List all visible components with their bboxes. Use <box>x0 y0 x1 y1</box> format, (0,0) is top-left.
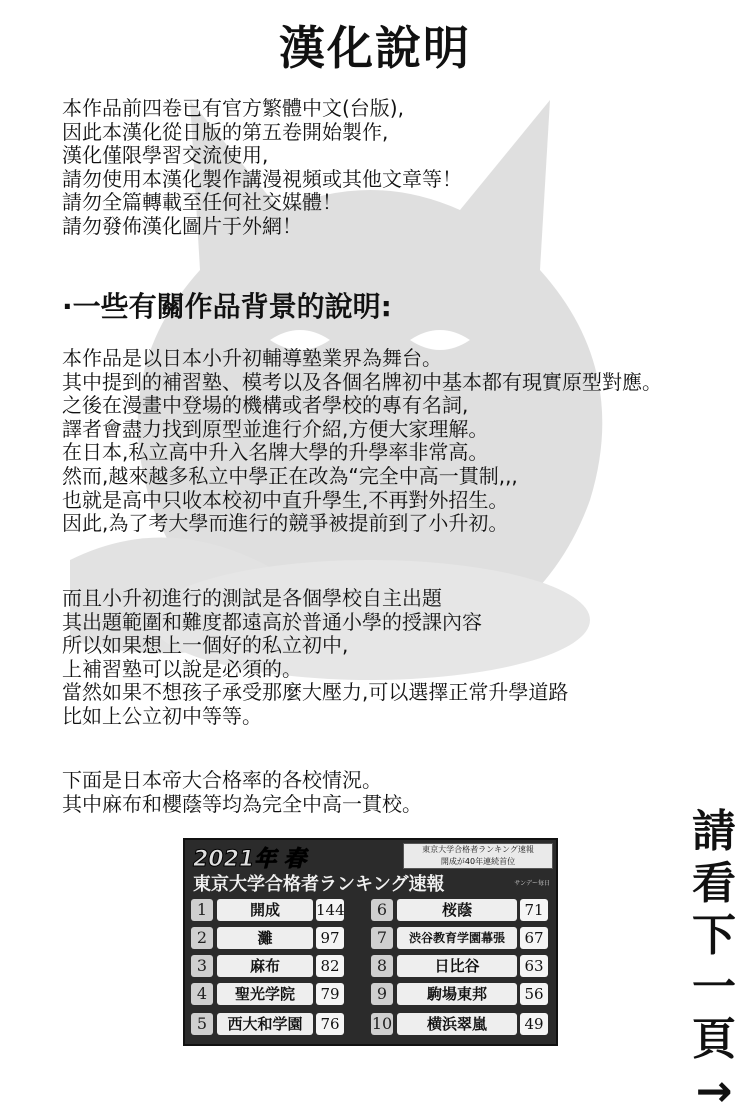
rank-number: 8 <box>371 955 393 977</box>
rank-number: 10 <box>371 1014 393 1033</box>
paragraph-line: 當然如果不想孩子承受那麼大壓力,可以選擇正常升學道路 <box>62 680 569 705</box>
intro-line: 請勿全篇轉載至任何社交媒體！ <box>62 190 342 215</box>
next-page-note <box>684 806 744 1118</box>
rank-count: 67 <box>520 927 548 949</box>
rank-count: 144 <box>316 901 345 919</box>
ranking-row <box>191 954 344 978</box>
intro-line: 本作品前四卷已有官方繁體中文(台版), <box>62 96 404 120</box>
rank-school: 麻布 <box>217 955 313 977</box>
paragraph-line: 譯者會盡力找到原型並進行介紹,方便大家理解。 <box>62 416 489 441</box>
paragraph-line: 在日本,私立高中升入名牌大學的升學率非常高。 <box>62 440 489 465</box>
paragraph-line: 其中提到的補習塾、模考以及各個名牌初中基本都有現實原型對應。 <box>62 369 662 394</box>
ranking-row <box>191 1012 344 1036</box>
rank-count: 79 <box>316 983 344 1005</box>
rank-school: 渋谷教育学園幕張 <box>397 927 517 949</box>
intro-line: 因此本漢化從日版的第五卷開始製作, <box>62 119 389 144</box>
paragraph-line: 因此,為了考大學而進行的競爭被提前到了小升初。 <box>62 511 509 536</box>
rank-number: 9 <box>371 983 393 1005</box>
ranking-image <box>183 838 558 1046</box>
rank-count: 76 <box>316 1013 344 1035</box>
paragraph-line: 其出題範圍和難度都遠高於普通小學的授課內容 <box>62 609 482 634</box>
side-char: 看 <box>692 858 736 909</box>
rank-count: 56 <box>520 983 548 1005</box>
paragraph-line: 本作品是以日本小升初輔導塾業界為舞台。 <box>62 346 442 370</box>
paragraph-line: 也就是高中只收本校初中直升學生,不再對外招生。 <box>62 487 509 512</box>
intro-line: 漢化僅限學習交流使用, <box>62 143 269 168</box>
rank-count: 71 <box>520 899 548 921</box>
ranking-tag-line: 東京大学合格者ランキング速報 <box>422 845 534 854</box>
ranking-year: 2021年 春 <box>193 847 306 872</box>
rank-count: 49 <box>520 1013 548 1035</box>
background-paragraph-1 <box>62 347 662 536</box>
ranking-row <box>371 1012 548 1036</box>
rank-count: 63 <box>520 955 548 977</box>
page-title: 漢化說明 <box>279 21 471 75</box>
arrow-right-icon: → <box>695 1066 733 1117</box>
rank-school: 聖光学院 <box>217 983 313 1005</box>
rank-school: 灘 <box>217 927 313 949</box>
ranking-row <box>191 898 344 922</box>
ranking-tag <box>403 843 553 869</box>
ranking-source: サンデー毎日 <box>514 880 550 887</box>
paragraph-line: 比如上公立初中等等。 <box>62 703 262 728</box>
rank-number: 4 <box>191 983 213 1005</box>
rank-count: 82 <box>316 955 344 977</box>
ranking-title: 東京大学合格者ランキング速報 <box>193 874 445 895</box>
background-paragraph-3 <box>62 769 422 816</box>
rank-school: 日比谷 <box>397 955 517 977</box>
ranking-row <box>371 926 548 950</box>
rank-number: 1 <box>191 899 213 921</box>
ranking-row <box>371 954 548 978</box>
ranking-row <box>191 982 344 1006</box>
side-char: 頁 <box>692 1014 736 1065</box>
paragraph-line: 而且小升初進行的測試是各個學校自主出題 <box>62 586 442 610</box>
ranking-row <box>371 982 548 1006</box>
background-heading: ·一些有關作品背景的說明: <box>62 290 392 323</box>
rank-school: 開成 <box>217 899 313 921</box>
ranking-row <box>371 898 548 922</box>
rank-school: 駒場東邦 <box>397 983 517 1005</box>
side-char: 一 <box>692 962 736 1013</box>
paragraph-line: 然而,越來越多私立中學正在改為“完全中高一貫制,,, <box>62 463 518 488</box>
rank-number: 7 <box>371 927 393 949</box>
ranking-tag-line: 開成が40年連続首位 <box>440 857 516 866</box>
ranking-row <box>191 926 344 950</box>
intro-line: 請勿發佈漢化圖片于外網！ <box>62 213 302 238</box>
paragraph-line: 上補習塾可以說是必須的。 <box>62 656 302 681</box>
paragraph-line: 所以如果想上一個好的私立初中, <box>62 633 349 658</box>
rank-school: 横浜翠嵐 <box>397 1013 517 1035</box>
rank-count: 97 <box>316 927 344 949</box>
paragraph-line: 其中麻布和櫻蔭等均為完全中高一貫校。 <box>62 791 422 816</box>
rank-number: 5 <box>191 1013 213 1035</box>
rank-number: 6 <box>371 899 393 921</box>
side-char: 請 <box>692 806 736 857</box>
rank-number: 2 <box>191 927 213 949</box>
background-paragraph-2 <box>62 587 568 729</box>
side-char: 下 <box>692 910 736 961</box>
rank-school: 桜蔭 <box>397 899 517 921</box>
intro-notice <box>62 97 462 239</box>
rank-school: 西大和学園 <box>217 1013 313 1035</box>
paragraph-line: 之後在漫畫中登場的機構或者學校的專有名詞, <box>62 393 469 418</box>
rank-number: 3 <box>191 955 213 977</box>
paragraph-line: 下面是日本帝大合格率的各校情況。 <box>62 768 382 792</box>
intro-line: 請勿使用本漢化製作講漫視頻或其他文章等！ <box>62 166 462 191</box>
